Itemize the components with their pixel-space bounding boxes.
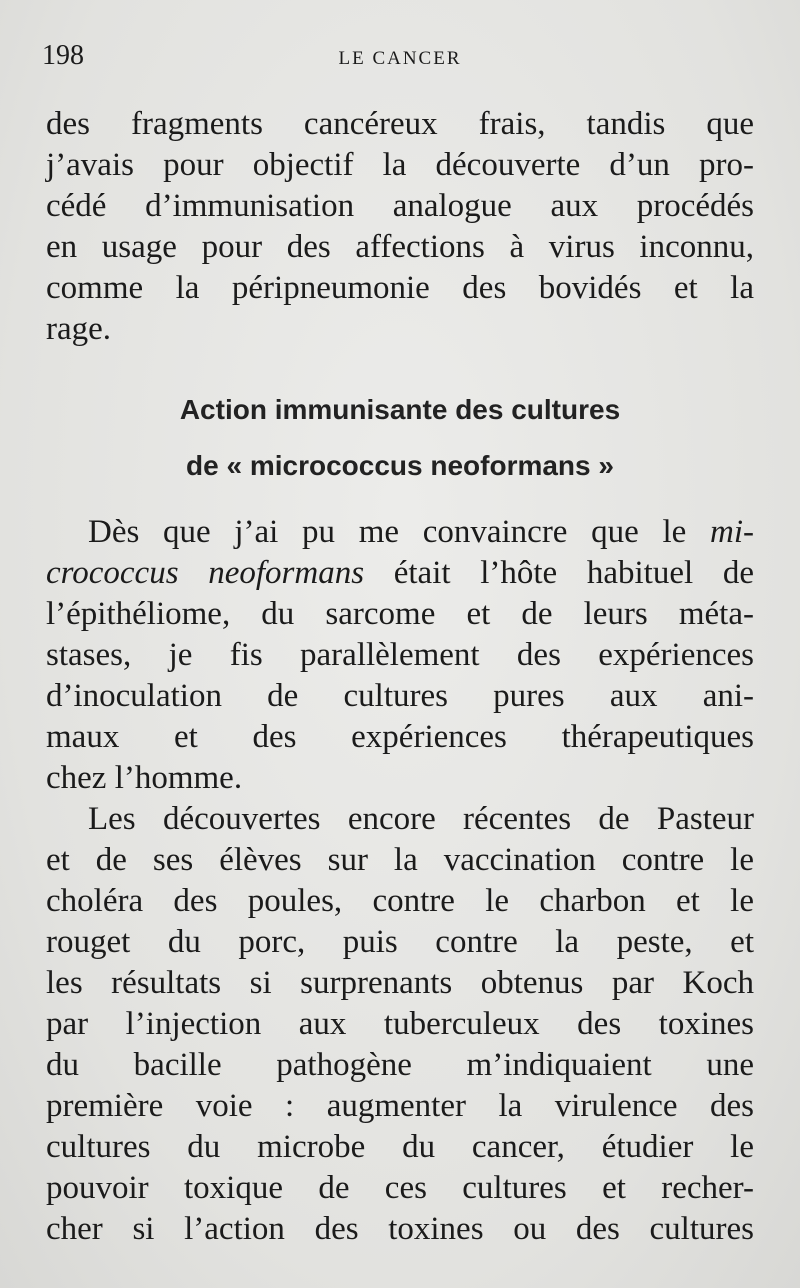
text-line: cultures du microbe du cancer, étudier le	[46, 1129, 754, 1165]
text-line: d’inoculation de cultures pures aux ani-	[46, 678, 754, 714]
section-heading-line-2: de « micrococcus neoformans »	[186, 450, 614, 481]
text-line: chez l’homme.	[46, 760, 243, 796]
text-line: stases, je fis parallèlement des expériences	[46, 637, 754, 673]
text-line: comme la péripneumonie des bovidés et la	[46, 270, 754, 306]
running-head	[42, 38, 758, 78]
text-line: cédé d’immunisation analogue aux procédés	[46, 188, 754, 224]
text-line: cher si l’action des toxines ou des cultures	[46, 1211, 754, 1247]
paragraph-micrococcus	[46, 512, 754, 799]
text-line: et de ses élèves sur la vaccination contre le	[46, 842, 754, 878]
page-number: 198	[42, 40, 84, 71]
paragraph-pasteur	[46, 799, 754, 1250]
text-line	[46, 512, 754, 553]
italic-term: mi-	[710, 514, 754, 550]
text-line: l’épithéliome, du sarcome et de leurs méta-	[46, 596, 754, 632]
paragraph-continuation	[46, 104, 754, 350]
text-line: par l’injection aux tuberculeux des toxines	[46, 1006, 754, 1042]
text-line: des fragments cancéreux frais, tandis que	[46, 106, 754, 142]
text-line: en usage pour des affections à virus inconnu,	[46, 229, 754, 265]
text-line: rage.	[46, 311, 112, 347]
text-line: première voie : augmenter la virulence des	[46, 1088, 754, 1124]
text-line	[46, 553, 754, 594]
section-heading-line-1: Action immunisante des cultures	[179, 394, 621, 425]
text-line: rouget du porc, puis contre la peste, et	[46, 924, 754, 960]
text-segment: Dès que j’ai pu me convaincre que le	[88, 514, 710, 550]
text-line: maux et des expériences thérapeutiques	[46, 719, 754, 755]
text-line: j’avais pour objectif la découverte d’un pro-	[46, 147, 754, 183]
running-title: LE CANCER	[338, 48, 462, 69]
text-line: les résultats si surprenants obtenus par Koch	[46, 965, 754, 1001]
text-line: Les découvertes encore récentes de Pasteur	[88, 801, 754, 837]
text-line: choléra des poules, contre le charbon et le	[46, 883, 754, 919]
text-segment: était l’hôte habituel de	[364, 555, 754, 591]
section-heading	[46, 382, 754, 494]
text-line: pouvoir toxique de ces cultures et recher-	[46, 1170, 754, 1206]
italic-term: crococcus neoformans	[46, 555, 365, 591]
text-line: du bacille pathogène m’indiquaient une	[46, 1047, 754, 1083]
